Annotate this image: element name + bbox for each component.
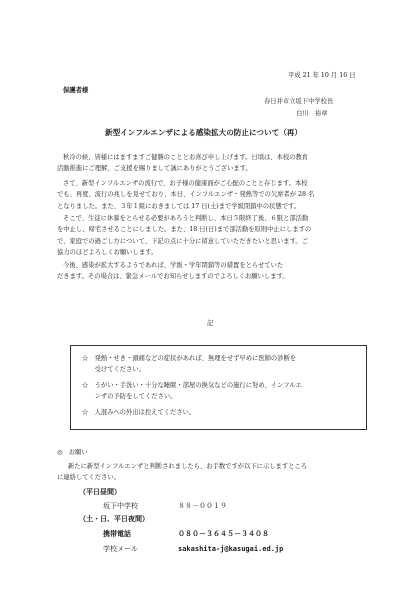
body-paragraph-3 — [57, 213, 375, 258]
body-paragraph-2 — [57, 178, 375, 212]
email-contact-address: sakashita-j@kasugai.ed.jp — [178, 545, 284, 553]
request-heading: ◎ お願い — [57, 449, 88, 456]
weekday-contact-name: 坂下中学校 — [103, 502, 138, 510]
body-line: でも、再度、流行の兆しを見せており、本日、インフルエンザ・発熱等での欠席者が 28 名 — [57, 191, 315, 199]
body-line: さて、新型インフルエンザの流行で、お子様の健康面がご心配のことと存じます。本校 — [63, 180, 308, 187]
precaution-line: ☆ うがい・手洗い・十分な睡眠・部屋の換気などの施行に努め、インフルエ — [82, 382, 302, 389]
mobile-contact-name: 携帯電話 — [103, 530, 131, 538]
request-line: 新たに新型インフルエンザと判断されましたら、お手数ですが以下に示しますところ — [68, 463, 308, 470]
weekday-contact-number: ８８－００１９ — [178, 502, 227, 510]
body-line: を中止し、帰宅させることにしました。また、18 日(日)まで部活動を原則中止にしますの — [57, 226, 312, 234]
precautions-box — [70, 345, 367, 430]
weekend-label: （土・日、平日夜間） — [79, 515, 149, 523]
recipient: 保護者様 — [63, 87, 89, 94]
body-line: となりました。また、３年１組におきましては 17 日(土)まで学級閉鎖中の状態です。 — [57, 202, 301, 210]
body-line: そこで、生徒に休養をとらせる必要があろうと判断し、本日５限終了後、６限と部活動 — [63, 215, 309, 222]
body-paragraph-1 — [57, 152, 375, 175]
sender-school: 春日井市立坂下中学校長 — [264, 98, 334, 105]
weekday-label: （平日昼間） — [79, 488, 121, 496]
body-line: 今後、感染が拡大するようであれば、学級・学年閉鎖等の措置をとらせていた — [63, 262, 284, 269]
body-line: 秋冷の候、皆様にはますますご健勝のこととお喜び申し上げます。日頃は、本校の教育 — [63, 154, 309, 161]
body-line: 活動推進にご理解、ご支援を賜りまして誠にありがとうございます。 — [57, 165, 252, 173]
body-line: だきます。その場合は、緊急メールでお知らせしますのでよろしくお願いします。 — [57, 273, 289, 281]
page-title: 新型インフルエンザによる感染拡大の防止について（再） — [105, 128, 302, 137]
body-paragraph-4 — [57, 260, 375, 283]
body-line: で、家庭での過ごし方について、下記の点に十分に留意していただきたいと思います。ご — [57, 237, 308, 245]
precaution-line: ☆ 人混みへの外出は控えてください。 — [82, 409, 196, 416]
request-line: に連絡してください。 — [57, 474, 120, 481]
sender-name: 白川 裕章 — [296, 110, 328, 117]
precaution-line: ンザの予防をしてください。 — [82, 393, 177, 400]
precaution-line: 受けてください。 — [82, 366, 145, 373]
body-line: 協力のほどよろしくお願いします。 — [57, 248, 158, 256]
mobile-contact-number: ０８０－３６４５－３４０８ — [178, 530, 269, 538]
email-contact-name: 学校メール — [103, 545, 138, 553]
issue-date: 平成 21 年 10 月 16 日 — [288, 72, 356, 79]
ki-heading: 記 — [207, 320, 214, 327]
precaution-line: ☆ 発熱・せき・頭痛などの症状があれば、無理をせず早めに医師の診断を — [82, 355, 297, 362]
